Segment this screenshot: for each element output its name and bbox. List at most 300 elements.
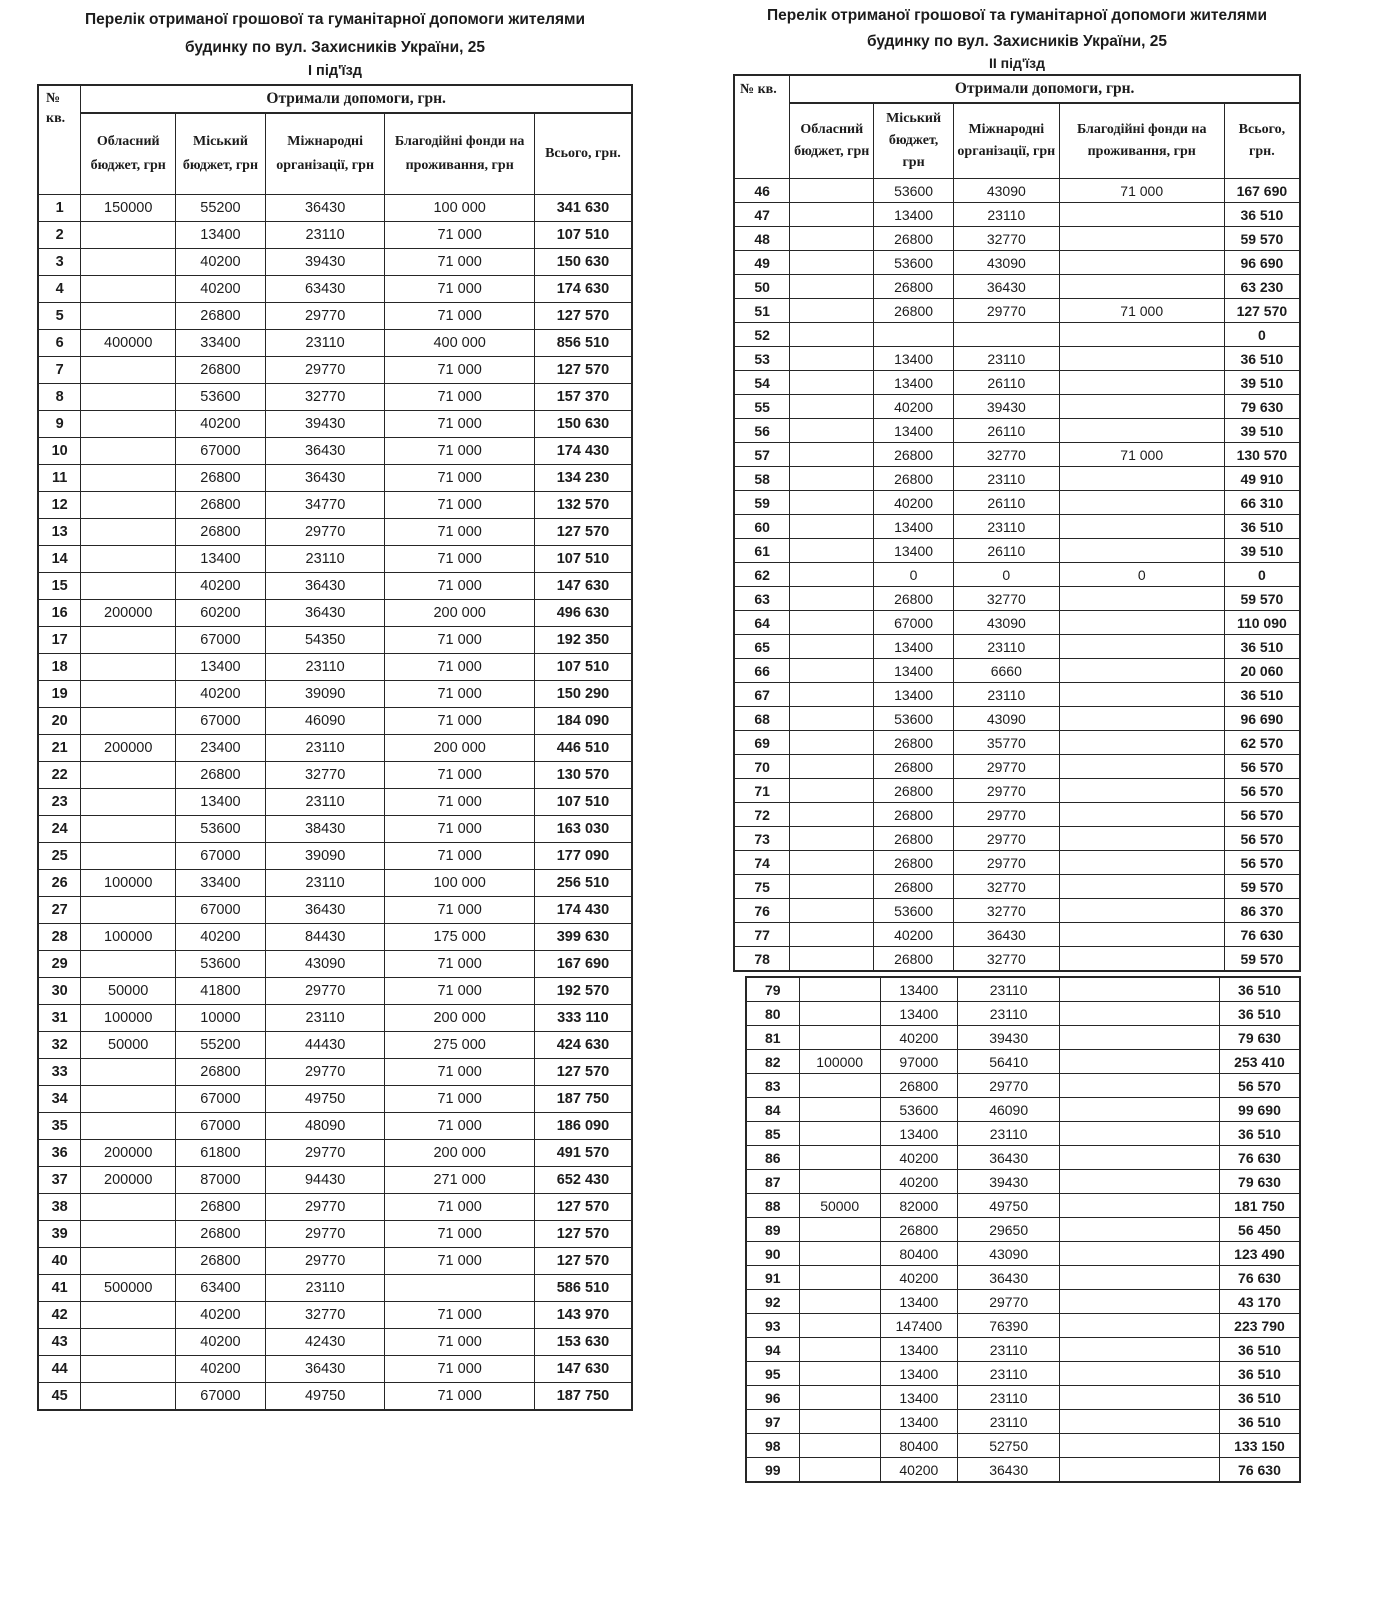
amount-cell: 26800 (874, 947, 954, 972)
amount-cell (1059, 851, 1224, 875)
table-row (734, 203, 1300, 227)
amount-cell: 44430 (265, 1032, 385, 1059)
table-body (734, 179, 1300, 972)
amount-cell: 36430 (958, 1146, 1060, 1170)
amount-cell: 23110 (265, 789, 385, 816)
apartment-number: 25 (38, 843, 81, 870)
total-cell: 96 690 (1224, 707, 1300, 731)
amount-cell: 71 000 (385, 1086, 534, 1113)
amount-cell: 39430 (953, 395, 1059, 419)
apartment-number: 20 (38, 708, 81, 735)
amount-cell: 13400 (874, 203, 954, 227)
page-title (733, 3, 1301, 55)
amount-cell: 26800 (176, 1194, 266, 1221)
table-row (734, 587, 1300, 611)
apartment-number: 49 (734, 251, 790, 275)
total-cell: 79 630 (1219, 1170, 1300, 1194)
amount-cell (790, 635, 874, 659)
total-cell: 446 510 (534, 735, 632, 762)
aid-table-entrance-2-upper (733, 74, 1301, 972)
total-cell: 36 510 (1219, 1386, 1300, 1410)
amount-cell (81, 843, 176, 870)
total-cell: 150 630 (534, 411, 632, 438)
apartment-number: 57 (734, 443, 790, 467)
total-cell: 59 570 (1224, 227, 1300, 251)
total-cell: 127 570 (1224, 299, 1300, 323)
table-row (38, 843, 632, 870)
amount-cell: 23110 (958, 1002, 1060, 1026)
amount-cell: 39430 (958, 1170, 1060, 1194)
amount-cell: 26800 (874, 587, 954, 611)
amount-cell (1059, 803, 1224, 827)
table-row (746, 1002, 1300, 1026)
apartment-number: 87 (746, 1170, 799, 1194)
amount-cell: 271 000 (385, 1167, 534, 1194)
amount-cell: 49750 (265, 1383, 385, 1411)
total-cell: 192 570 (534, 978, 632, 1005)
amount-cell: 200000 (81, 1167, 176, 1194)
column-header-regional-budget: Обласний бюджет, грн (790, 103, 874, 179)
amount-cell (81, 789, 176, 816)
amount-cell (1060, 1362, 1220, 1386)
table-row (734, 875, 1300, 899)
amount-cell: 55200 (176, 1032, 266, 1059)
apartment-number: 45 (38, 1383, 81, 1411)
table-row (734, 923, 1300, 947)
total-cell: 192 350 (534, 627, 632, 654)
amount-cell (1060, 1314, 1220, 1338)
apartment-number: 90 (746, 1242, 799, 1266)
apartment-number: 94 (746, 1338, 799, 1362)
amount-cell (1060, 1098, 1220, 1122)
table-row (734, 755, 1300, 779)
amount-cell: 40200 (176, 249, 266, 276)
amount-cell: 500000 (81, 1275, 176, 1302)
amount-cell (1060, 1218, 1220, 1242)
amount-cell (799, 1410, 880, 1434)
page-title-line2: будинку по вул. Захисників України, 25 (184, 39, 486, 56)
apartment-number: 46 (734, 179, 790, 203)
amount-cell (1060, 1266, 1220, 1290)
apartment-number: 43 (38, 1329, 81, 1356)
apartment-number: 59 (734, 491, 790, 515)
amount-cell: 53600 (874, 899, 954, 923)
total-cell: 157 370 (534, 384, 632, 411)
column-header-charity-funds: Благодійні фонди на проживання, грн (1059, 103, 1224, 179)
table-row (746, 1074, 1300, 1098)
amount-cell: 35770 (953, 731, 1059, 755)
amount-cell: 23110 (265, 870, 385, 897)
amount-cell: 0 (953, 563, 1059, 587)
amount-cell (799, 1002, 880, 1026)
amount-cell (790, 875, 874, 899)
amount-cell: 29770 (953, 779, 1059, 803)
amount-cell: 13400 (874, 683, 954, 707)
apartment-number: 2 (38, 222, 81, 249)
table-row (38, 1302, 632, 1329)
apartment-number: 21 (38, 735, 81, 762)
apartment-number: 22 (38, 762, 81, 789)
table-row (746, 1242, 1300, 1266)
total-cell: 99 690 (1219, 1098, 1300, 1122)
table-row (734, 899, 1300, 923)
amount-cell: 53600 (874, 707, 954, 731)
amount-cell (799, 1026, 880, 1050)
apartment-number: 4 (38, 276, 81, 303)
amount-cell: 40200 (880, 1458, 957, 1483)
amount-cell: 200 000 (385, 1005, 534, 1032)
total-cell: 56 570 (1224, 755, 1300, 779)
amount-cell: 71 000 (385, 708, 534, 735)
amount-cell (81, 1248, 176, 1275)
total-cell: 36 510 (1224, 683, 1300, 707)
amount-cell (799, 1242, 880, 1266)
amount-cell: 67000 (176, 1113, 266, 1140)
total-cell: 127 570 (534, 1194, 632, 1221)
amount-cell (790, 611, 874, 635)
apartment-number: 65 (734, 635, 790, 659)
amount-cell: 71 000 (385, 1059, 534, 1086)
total-cell: 96 690 (1224, 251, 1300, 275)
amount-cell: 26800 (176, 303, 266, 330)
apartment-number: 52 (734, 323, 790, 347)
amount-cell: 50000 (81, 1032, 176, 1059)
total-cell: 223 790 (1219, 1314, 1300, 1338)
entrance-subtitle: ІІ під'їзд (988, 55, 1045, 71)
amount-cell: 67000 (176, 1086, 266, 1113)
amount-cell: 40200 (176, 1302, 266, 1329)
amount-cell: 36430 (953, 923, 1059, 947)
amount-cell: 200 000 (385, 600, 534, 627)
apartment-number: 91 (746, 1266, 799, 1290)
amount-cell: 63430 (265, 276, 385, 303)
table-row (734, 947, 1300, 972)
amount-cell: 36430 (265, 465, 385, 492)
amount-cell: 32770 (265, 1302, 385, 1329)
total-cell: 150 290 (534, 681, 632, 708)
amount-cell: 56410 (958, 1050, 1060, 1074)
amount-cell: 26800 (874, 851, 954, 875)
apartment-number: 37 (38, 1167, 81, 1194)
amount-cell: 42430 (265, 1329, 385, 1356)
amount-cell (799, 1290, 880, 1314)
amount-cell: 0 (874, 563, 954, 587)
amount-cell (790, 851, 874, 875)
total-cell: 59 570 (1224, 947, 1300, 972)
apartment-number: 36 (38, 1140, 81, 1167)
amount-cell (1060, 1434, 1220, 1458)
table-row (38, 1005, 632, 1032)
table-row (38, 1329, 632, 1356)
table-row (38, 1221, 632, 1248)
amount-cell: 71 000 (385, 546, 534, 573)
total-cell: 36 510 (1219, 1122, 1300, 1146)
amount-cell: 53600 (176, 384, 266, 411)
amount-cell (81, 1059, 176, 1086)
total-cell: 36 510 (1224, 203, 1300, 227)
amount-cell: 94430 (265, 1167, 385, 1194)
total-cell: 127 570 (534, 1248, 632, 1275)
table-row (38, 573, 632, 600)
apartment-number: 42 (38, 1302, 81, 1329)
amount-cell: 71 000 (385, 654, 534, 681)
amount-cell (81, 681, 176, 708)
amount-cell: 40200 (176, 1329, 266, 1356)
table-row (38, 735, 632, 762)
amount-cell: 36430 (953, 275, 1059, 299)
amount-cell: 67000 (176, 1383, 266, 1411)
amount-cell: 26800 (874, 443, 954, 467)
total-cell: 163 030 (534, 816, 632, 843)
apartment-number: 6 (38, 330, 81, 357)
table-row (734, 419, 1300, 443)
amount-cell (81, 1302, 176, 1329)
apartment-number: 50 (734, 275, 790, 299)
amount-cell: 26800 (176, 1248, 266, 1275)
amount-cell: 200 000 (385, 735, 534, 762)
amount-cell (1060, 1146, 1220, 1170)
apartment-number: 58 (734, 467, 790, 491)
table-row (38, 1356, 632, 1383)
table-row (38, 1167, 632, 1194)
amount-cell (1059, 587, 1224, 611)
amount-cell: 53600 (874, 251, 954, 275)
apartment-number: 72 (734, 803, 790, 827)
amount-cell: 23110 (265, 1275, 385, 1302)
table-row (734, 275, 1300, 299)
amount-cell: 54350 (265, 627, 385, 654)
total-cell: 86 370 (1224, 899, 1300, 923)
amount-cell (81, 1194, 176, 1221)
amount-cell (1059, 539, 1224, 563)
amount-cell: 71 000 (385, 762, 534, 789)
table-header (734, 75, 1300, 179)
amount-cell (385, 1275, 534, 1302)
table-row (746, 1218, 1300, 1242)
amount-cell: 80400 (880, 1242, 957, 1266)
amount-cell (953, 323, 1059, 347)
amount-cell: 36430 (958, 1458, 1060, 1483)
total-cell: 66 310 (1224, 491, 1300, 515)
amount-cell: 23110 (265, 735, 385, 762)
amount-cell: 67000 (176, 708, 266, 735)
apartment-number: 19 (38, 681, 81, 708)
apartment-number: 9 (38, 411, 81, 438)
amount-cell: 48090 (265, 1113, 385, 1140)
apartment-number: 47 (734, 203, 790, 227)
amount-cell: 87000 (176, 1167, 266, 1194)
amount-cell: 60200 (176, 600, 266, 627)
amount-cell: 40200 (176, 411, 266, 438)
amount-cell: 29650 (958, 1218, 1060, 1242)
amount-cell (790, 299, 874, 323)
table-row (746, 1050, 1300, 1074)
amount-cell: 71 000 (385, 519, 534, 546)
total-cell: 36 510 (1224, 515, 1300, 539)
apartment-number: 56 (734, 419, 790, 443)
table-row (734, 443, 1300, 467)
amount-cell (1059, 467, 1224, 491)
amount-cell: 50000 (799, 1194, 880, 1218)
amount-cell: 40200 (176, 1356, 266, 1383)
amount-cell (81, 627, 176, 654)
apartment-number: 88 (746, 1194, 799, 1218)
entrance-2-section (733, 0, 1301, 1483)
aid-table-entrance-1 (37, 84, 633, 1411)
amount-cell: 26110 (953, 539, 1059, 563)
amount-cell: 71 000 (385, 897, 534, 924)
amount-cell: 29770 (953, 851, 1059, 875)
amount-cell (1059, 923, 1224, 947)
amount-cell: 23110 (953, 635, 1059, 659)
amount-cell: 23110 (953, 467, 1059, 491)
amount-cell: 0 (1059, 563, 1224, 587)
amount-cell: 32770 (265, 384, 385, 411)
amount-cell (1059, 227, 1224, 251)
amount-cell (81, 465, 176, 492)
amount-cell: 40200 (874, 395, 954, 419)
table-row (734, 707, 1300, 731)
amount-cell (1059, 635, 1224, 659)
amount-cell: 39430 (265, 249, 385, 276)
total-cell: 181 750 (1219, 1194, 1300, 1218)
amount-cell: 26800 (874, 779, 954, 803)
amount-cell: 200000 (81, 1140, 176, 1167)
total-cell: 127 570 (534, 1059, 632, 1086)
apartment-number: 15 (38, 573, 81, 600)
total-cell: 856 510 (534, 330, 632, 357)
total-cell: 147 630 (534, 573, 632, 600)
amount-cell (1059, 251, 1224, 275)
amount-cell: 67000 (874, 611, 954, 635)
apartment-header-line1: № (46, 91, 61, 106)
apartment-number: 61 (734, 539, 790, 563)
amount-cell (790, 827, 874, 851)
amount-cell: 55200 (176, 195, 266, 222)
table-row (734, 467, 1300, 491)
amount-cell: 26800 (176, 1221, 266, 1248)
amount-cell: 36430 (265, 897, 385, 924)
table-row (38, 1275, 632, 1302)
amount-cell: 40200 (874, 923, 954, 947)
column-header-total: Всього, грн. (1224, 103, 1300, 179)
amount-cell: 13400 (176, 789, 266, 816)
amount-cell (790, 899, 874, 923)
amount-cell: 13400 (880, 1362, 957, 1386)
amount-cell (790, 203, 874, 227)
column-header-international-orgs: Міжнародні організації, грн (953, 103, 1059, 179)
apartment-number: 26 (38, 870, 81, 897)
amount-cell: 36430 (265, 1356, 385, 1383)
amount-cell: 26800 (874, 755, 954, 779)
apartment-number: 62 (734, 563, 790, 587)
apartment-number: 39 (38, 1221, 81, 1248)
amount-cell: 13400 (880, 1386, 957, 1410)
table-row (38, 1194, 632, 1221)
amount-cell (1059, 707, 1224, 731)
amount-cell (799, 1338, 880, 1362)
page-title (37, 6, 633, 62)
total-cell: 36 510 (1224, 347, 1300, 371)
amount-cell (1059, 947, 1224, 972)
table-row (38, 870, 632, 897)
amount-cell: 50000 (81, 978, 176, 1005)
amount-cell: 40200 (880, 1026, 957, 1050)
amount-cell: 80400 (880, 1434, 957, 1458)
amount-cell: 40200 (176, 924, 266, 951)
total-cell: 187 750 (534, 1086, 632, 1113)
apartment-column-header: № кв. (734, 75, 790, 179)
amount-cell: 200 000 (385, 1140, 534, 1167)
amount-cell: 29770 (958, 1074, 1060, 1098)
table-row (734, 659, 1300, 683)
amount-cell (1059, 683, 1224, 707)
amount-cell: 71 000 (385, 816, 534, 843)
amount-cell (790, 539, 874, 563)
amount-cell: 34770 (265, 492, 385, 519)
amount-cell (81, 762, 176, 789)
amount-cell (799, 1218, 880, 1242)
table-row (38, 546, 632, 573)
amount-cell: 40200 (874, 491, 954, 515)
amount-cell: 32770 (953, 899, 1059, 923)
table-row (746, 1314, 1300, 1338)
amount-cell: 71 000 (1059, 179, 1224, 203)
amount-cell (1059, 419, 1224, 443)
table-row (38, 897, 632, 924)
table-row (734, 779, 1300, 803)
total-cell: 253 410 (1219, 1050, 1300, 1074)
amount-cell (81, 546, 176, 573)
table-row (746, 1194, 1300, 1218)
amount-cell: 175 000 (385, 924, 534, 951)
total-cell: 130 570 (1224, 443, 1300, 467)
amount-cell: 29770 (958, 1290, 1060, 1314)
amount-cell: 36430 (265, 600, 385, 627)
amount-cell: 13400 (874, 539, 954, 563)
total-cell: 130 570 (534, 762, 632, 789)
amount-cell (790, 731, 874, 755)
apartment-number: 80 (746, 1002, 799, 1026)
amount-cell: 71 000 (385, 492, 534, 519)
total-cell: 127 570 (534, 357, 632, 384)
total-cell: 491 570 (534, 1140, 632, 1167)
total-cell: 36 510 (1219, 977, 1300, 1002)
amount-cell: 36430 (265, 438, 385, 465)
total-cell: 127 570 (534, 519, 632, 546)
amount-cell (790, 323, 874, 347)
amount-cell: 71 000 (385, 303, 534, 330)
table-row (734, 803, 1300, 827)
total-cell: 496 630 (534, 600, 632, 627)
apartment-number: 83 (746, 1074, 799, 1098)
total-cell: 167 690 (534, 951, 632, 978)
apartment-number: 29 (38, 951, 81, 978)
apartment-number: 70 (734, 755, 790, 779)
amount-cell (790, 347, 874, 371)
total-cell: 76 630 (1224, 923, 1300, 947)
amount-cell: 49750 (958, 1194, 1060, 1218)
amount-cell: 29770 (265, 978, 385, 1005)
amount-cell: 71 000 (385, 1302, 534, 1329)
amount-cell (1059, 395, 1224, 419)
amount-cell: 26800 (874, 467, 954, 491)
total-cell: 76 630 (1219, 1458, 1300, 1483)
amount-cell (1060, 1458, 1220, 1483)
amount-cell (790, 707, 874, 731)
amount-cell: 49750 (265, 1086, 385, 1113)
table-body (746, 977, 1300, 1482)
